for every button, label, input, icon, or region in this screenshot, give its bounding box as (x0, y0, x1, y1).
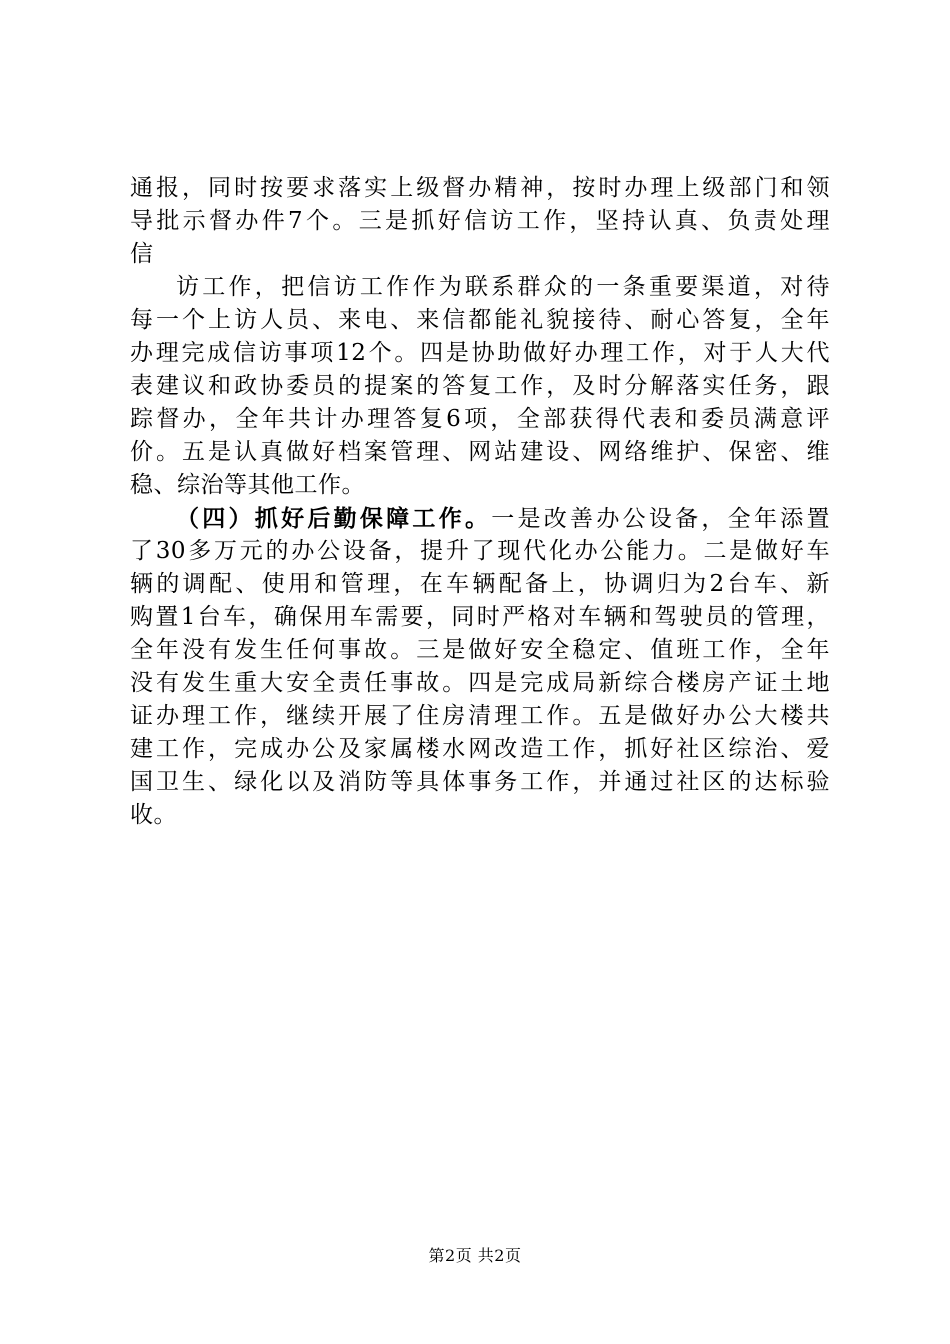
text-line-7: 表建议和政协委员的提案的答复工作，及时分解落实任务，跟 (130, 373, 830, 399)
text-line-14: 购置1台车，确保用车需要，同时严格对车辆和驾驶员的管理， (130, 604, 830, 630)
text-line-2: 导批示督办件7个。三是抓好信访工作，坚持认真、负责处理 (130, 208, 830, 234)
text-line-19: 国卫生、绿化以及消防等具体事务工作，并通过社区的达标验 (130, 769, 830, 795)
text-line-9: 价。五是认真做好档案管理、网站建设、网络维护、保密、维 (130, 439, 830, 465)
text-line-15: 全年没有发生任何事故。三是做好安全稳定、值班工作，全年 (130, 637, 830, 663)
text-line-4: 访工作，把信访工作作为联系群众的一条重要渠道，对待 (176, 274, 830, 300)
text-line-6: 办理完成信访事项12个。四是协助做好办理工作，对于人大代 (130, 340, 830, 366)
text-line-8: 踪督办，全年共计办理答复6项，全部获得代表和委员满意评 (130, 406, 830, 432)
text-line-3: 信 (130, 241, 154, 267)
text-line-20: 收。 (130, 802, 177, 828)
text-line-18: 建工作，完成办公及家属楼水网改造工作，抓好社区综治、爱 (130, 736, 830, 762)
text-line-10: 稳、综治等其他工作。 (130, 472, 365, 498)
text-line-12: 了30多万元的办公设备，提升了现代化办公能力。二是做好车 (130, 538, 830, 564)
section-heading-line (130, 502, 830, 535)
page-footer: 第2页 共2页 (428, 1246, 522, 1265)
text-line-17: 证办理工作，继续开展了住房清理工作。五是做好办公大楼共 (130, 703, 830, 729)
document-body (130, 172, 830, 832)
text-line-16: 没有发生重大安全责任事故。四是完成局新综合楼房产证土地 (130, 670, 830, 696)
section-heading: （四）抓好后勤保障工作。 (176, 505, 492, 532)
text-line-1: 通报，同时按要求落实上级督办精神，按时办理上级部门和领 (130, 175, 830, 201)
text-line-13: 辆的调配、使用和管理，在车辆配备上，协调归为2台车、新 (130, 571, 830, 597)
section-lead-text: 一是改善办公设备，全年添置 (491, 506, 831, 532)
text-line-5: 每一个上访人员、来电、来信都能礼貌接待、耐心答复，全年 (130, 307, 830, 333)
